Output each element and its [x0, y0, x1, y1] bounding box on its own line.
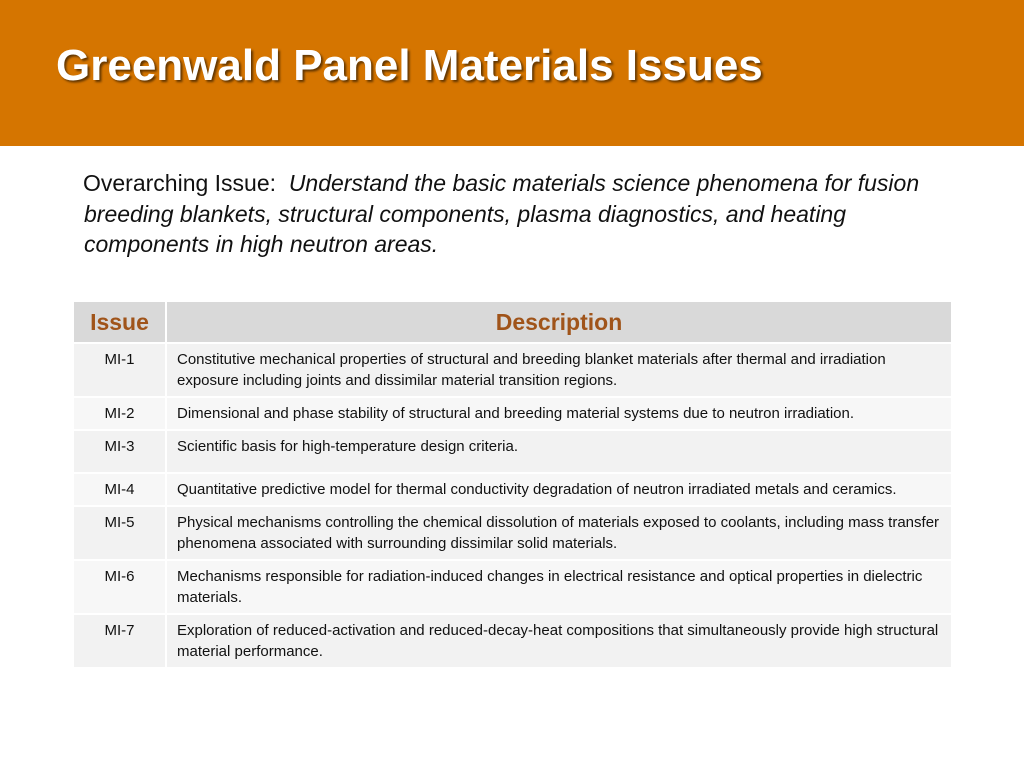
- issue-description: Physical mechanisms controlling the chemical dissolution of materials exposed to coolants, including mass transfer phenomena associated with surrounding dissimilar solid materials.: [166, 506, 952, 560]
- issue-description: Constitutive mechanical properties of structural and breeding blanket materials after thermal and irradiation exposure including joints and dissimilar material transition regions.: [166, 343, 952, 397]
- table-row: [73, 614, 952, 668]
- issue-description: Exploration of reduced-activation and reduced-decay-heat compositions that simultaneously provide high structural material performance.: [166, 614, 952, 668]
- column-header-description: Description: [166, 301, 952, 343]
- issue-id: MI-7: [73, 614, 166, 668]
- issue-description: Mechanisms responsible for radiation-induced changes in electrical resistance and optical properties in dielectric materials.: [166, 560, 952, 614]
- slide-title: Greenwald Panel Materials Issues: [56, 41, 763, 90]
- table-row: [73, 560, 952, 614]
- issue-id: MI-4: [73, 473, 166, 506]
- issue-id: MI-2: [73, 397, 166, 430]
- issue-id: MI-1: [73, 343, 166, 397]
- table-row: [73, 506, 952, 560]
- table-row: [73, 473, 952, 506]
- table-row: [73, 397, 952, 430]
- table-header-row: [73, 301, 952, 343]
- overarching-issue-label: Overarching Issue:: [83, 170, 277, 196]
- table-row: [73, 430, 952, 473]
- column-header-issue: Issue: [73, 301, 166, 343]
- issue-id: MI-5: [73, 506, 166, 560]
- issue-description: Quantitative predictive model for thermal conductivity degradation of neutron irradiated metals and ceramics.: [166, 473, 952, 506]
- issue-description: Scientific basis for high-temperature design criteria.: [166, 430, 952, 473]
- title-bar: [0, 0, 1024, 146]
- issue-id: MI-6: [73, 560, 166, 614]
- issues-table: [72, 300, 953, 669]
- overarching-issue-text: Understand the basic materials science phenomena for fusion breeding blankets, structural components, plasma diagnostics, and heating components in high neutron areas.: [84, 170, 920, 257]
- table-row: [73, 343, 952, 397]
- overarching-issue: [84, 168, 964, 260]
- issue-description: Dimensional and phase stability of structural and breeding material systems due to neutron irradiation.: [166, 397, 952, 430]
- issue-id: MI-3: [73, 430, 166, 473]
